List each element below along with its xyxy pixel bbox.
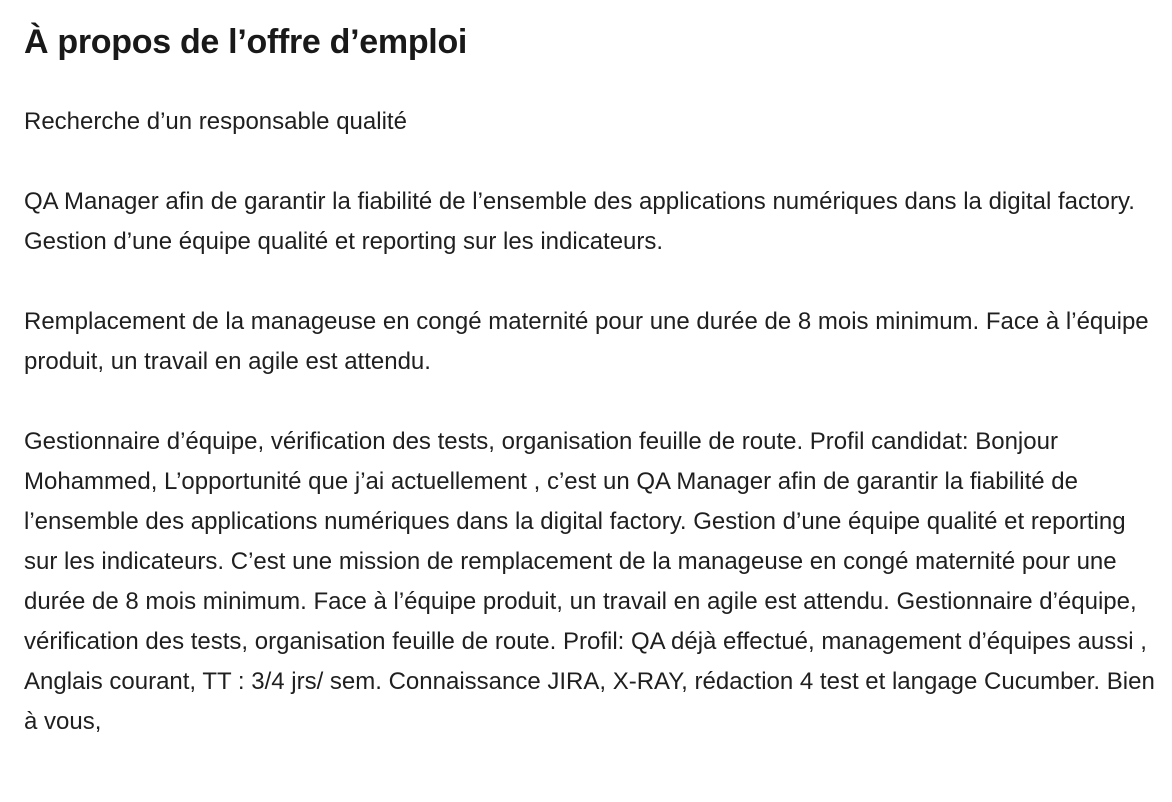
description-paragraph-summary: QA Manager afin de garantir la fiabilité de l’ensemble des applications numériques dans la digital factory. Gestion d’une équipe qualité et reporting sur les indicateurs. <box>24 188 1135 255</box>
job-description <box>24 102 1160 742</box>
description-paragraph-profile: Gestionnaire d’équipe, vérification des tests, organisation feuille de route. Profil candidat: Bonjour Mohammed, L’opportunité que j’ai actuellement , c’est un QA Manager afin de garantir la fiabilité de l’ensemble des applications numériques dans la digital factory. Gestion d’une équipe qualité et reporting sur les indicateurs. C’est une mission de remplacement de la manageuse en congé maternité pour une durée de 8 mois minimum. Face à l’équipe produit, un travail en agile est attendu. Gestionnaire d’équipe, vérification des tests, organisation feuille de route. Profil: QA déjà effectué, management d’équipes aussi , Anglais courant, TT : 3/4 jrs/ sem. Connaissance JIRA, X-RAY, rédaction 4 test et langage Cucumber. Bien à vous, <box>24 428 1155 735</box>
description-paragraph-mission: Remplacement de la manageuse en congé maternité pour une durée de 8 mois minimum. Face à l’équipe produit, un travail en agile est attendu. <box>24 308 1149 375</box>
section-title: À propos de l’offre d’emploi <box>24 23 468 61</box>
description-paragraph-title: Recherche d’un responsable qualité <box>24 108 407 135</box>
